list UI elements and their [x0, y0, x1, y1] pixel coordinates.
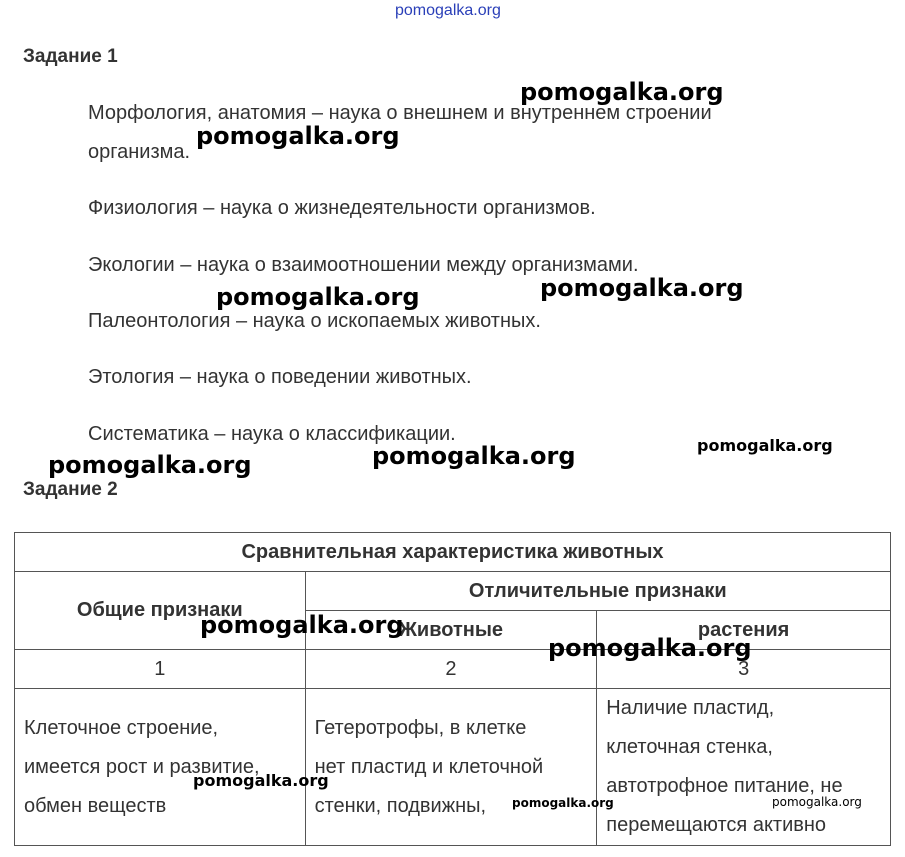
task1-line-2: организма.	[88, 141, 191, 163]
watermark-overlay: pomogalka.org	[196, 122, 400, 150]
task1-line-1: Морфология, анатомия – наука о внешнем и внутреннем строении	[88, 102, 712, 124]
watermark-overlay: pomogalka.org	[540, 274, 744, 302]
watermark-overlay: pomogalka.org	[372, 442, 576, 470]
task2-heading: Задание 2	[23, 479, 118, 500]
watermark-overlay: pomogalka.org	[193, 771, 329, 790]
task1-line-5: Палеонтология – наука о ископаемых животных.	[88, 310, 541, 332]
common-feature-line: имеется рост и развитие,	[24, 755, 260, 778]
common-features-cell	[15, 689, 306, 846]
animal-features-cell	[305, 689, 597, 846]
animal-feature-line: Гетеротрофы, в клетке	[314, 716, 527, 739]
task1-line-7: Систематика – наука о классификации.	[88, 423, 456, 445]
watermark-overlay: pomogalka.org	[512, 796, 614, 810]
watermark-overlay: pomogalka.org	[548, 634, 752, 662]
animal-feature-line: стенки, подвижны,	[314, 794, 487, 817]
column-number-2: 2	[305, 650, 597, 689]
common-header: Общие признаки	[15, 572, 306, 650]
top-watermark: pomogalka.org	[395, 2, 501, 19]
animals-header: Животные	[305, 611, 597, 650]
column-number-1: 1	[15, 650, 306, 689]
column-number-3: 3	[597, 650, 891, 689]
plant-feature-line: автотрофное питание, не	[606, 775, 843, 797]
task1-heading: Задание 1	[23, 46, 118, 67]
animal-feature-line: нет пластид и клеточной	[314, 755, 544, 778]
comparison-table	[14, 532, 891, 846]
common-feature-line: Клеточное строение,	[24, 716, 219, 739]
common-feature-line: обмен веществ	[24, 794, 167, 817]
plant-feature-line: перемещаются активно	[606, 814, 827, 836]
table-title: Сравнительная характеристика животных	[15, 533, 891, 572]
task1-line-3: Физиология – наука о жизнедеятельности организмов.	[88, 197, 596, 219]
watermark-overlay: pomogalka.org	[48, 451, 252, 479]
watermark-overlay: pomogalka.org	[520, 78, 724, 106]
plant-features-cell	[597, 689, 891, 846]
watermark-overlay: pomogalka.org	[772, 795, 862, 809]
plant-feature-line: клеточная стенка,	[606, 736, 773, 758]
watermark-overlay: pomogalka.org	[216, 283, 420, 311]
plant-feature-line: Наличие пластид,	[606, 697, 775, 719]
task1-line-6: Этология – наука о поведении животных.	[88, 366, 472, 388]
watermark-overlay: pomogalka.org	[200, 611, 404, 639]
task1-line-4: Экологии – наука о взаимоотношении между организмами.	[88, 254, 639, 276]
watermark-overlay: pomogalka.org	[697, 436, 833, 455]
plants-header: растения	[597, 611, 891, 650]
distinct-header: Отличительные признаки	[305, 572, 890, 611]
